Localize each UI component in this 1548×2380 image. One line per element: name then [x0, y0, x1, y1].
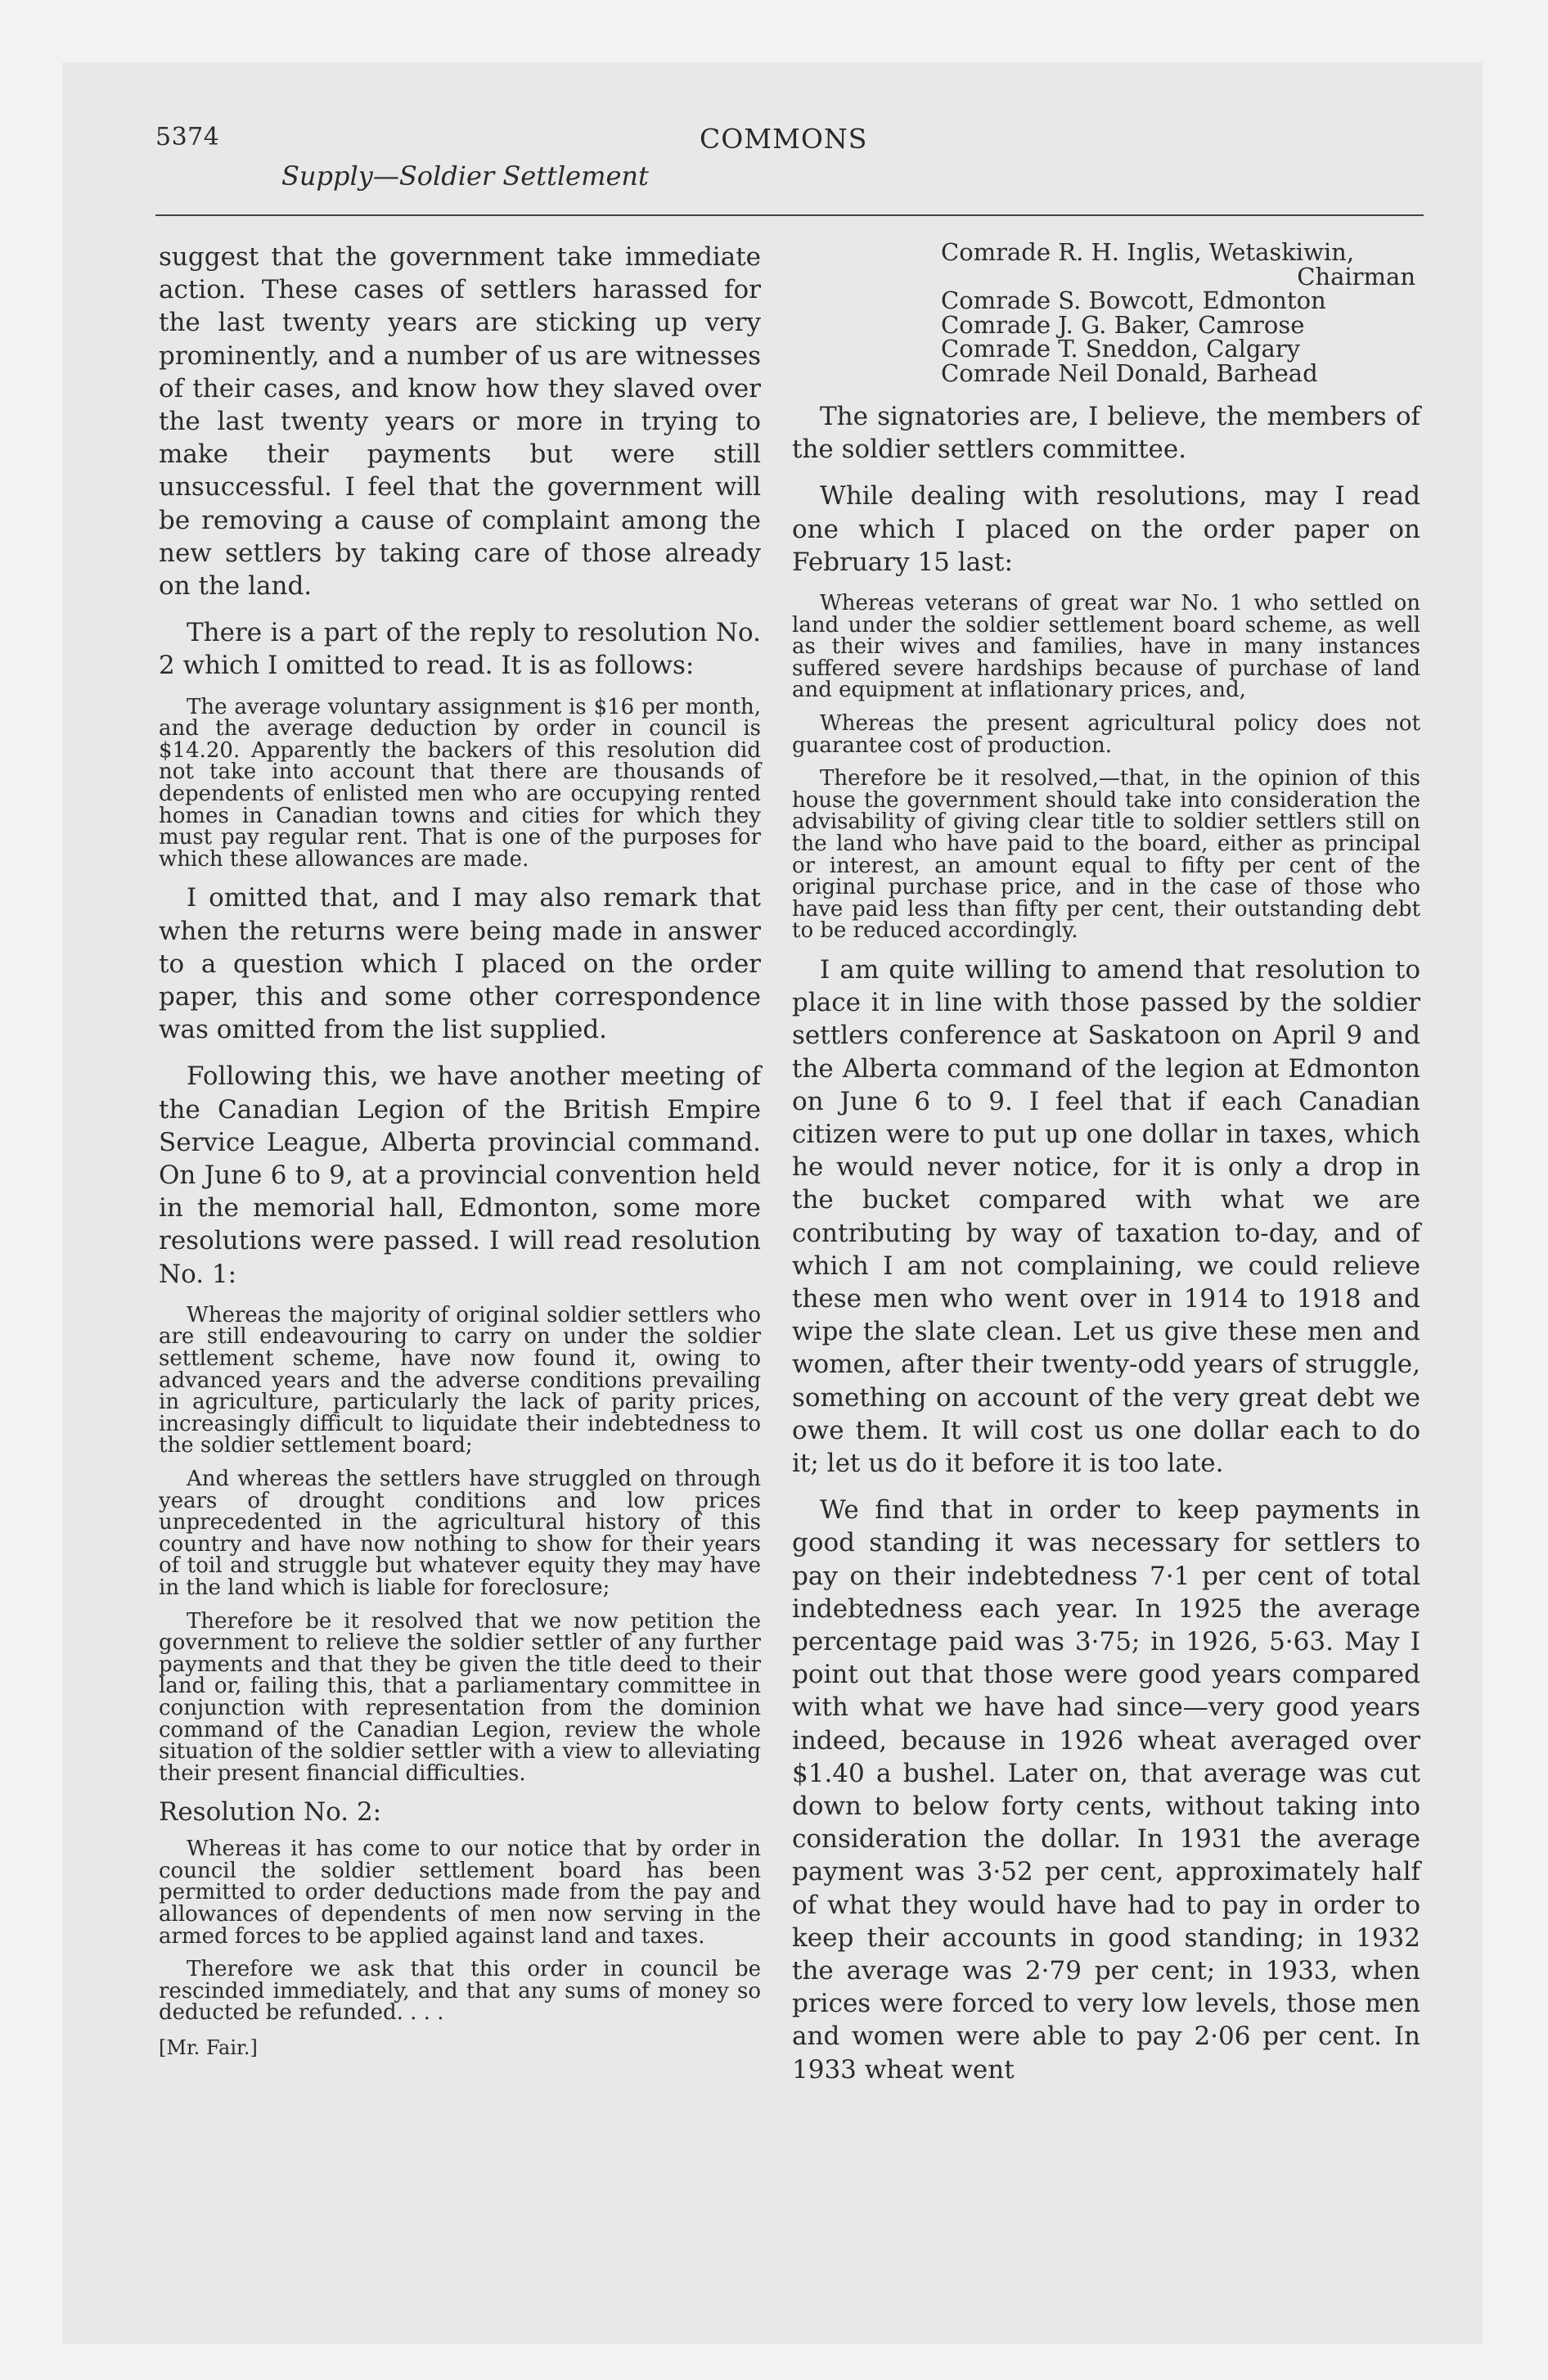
- signatory: Comrade Neil Donald, Barhead: [941, 358, 1318, 387]
- paragraph: I am quite willing to amend that resolution to place it in line with those passed by the soldier settlers conference at Saskatoon on April 9 and the Alberta command of the legion at Edmonton on June 6 to 9. I feel that if each Canadian citizen were to put up one dollar in taxes, which he would never notice, for it is only a drop in the bucket compared with what we are contributing by way of taxation to-day, and of which I am not complaining, we could relieve these men who went over in 1914 to 1918 and wipe the slate clean. Let us give these men and women, after their twenty-odd years of struggle, something on account of the very great debt we owe them. It will cost us one dollar each to do it; let us do it before it is too late.: [792, 954, 1420, 1478]
- signatory: Comrade J. G. Baker, Camrose: [941, 310, 1305, 339]
- paragraph: I omitted that, and I may also remark that when the returns were being made in answer to a question which I placed on the order paper, this and some other correspondence was omitted from the list supplied.: [159, 883, 761, 1045]
- header-rule: [155, 214, 1424, 216]
- left-column: [159, 241, 761, 2060]
- resolution-clause: Therefore we ask that this order in council be rescinded immediately, and that any sums of money so deducted be refunded. . . .: [159, 1957, 761, 2026]
- resolution-heading: Resolution No. 2:: [159, 1797, 382, 1828]
- resolution-clause: Therefore be it resolved,—that, in the opinion of this house the government should take into consideration the advisability of giving clear title to soldier settlers still on the land who have paid to the board, either as principal or interest, an amount equal to fifty per cent of the original purchase price, and in the case of those who have paid less than fifty per cent, their outstanding debt to be reduced accordingly.: [792, 766, 1420, 944]
- signatory: Comrade S. Bowcott, Edmonton: [941, 286, 1326, 314]
- paragraph: There is a part of the reply to resolution No. 2 which I omitted to read. It is as follows:: [159, 618, 761, 681]
- resolution-clause: Whereas veterans of great war No. 1 who settled on land under the soldier settlement board scheme, as well as their wives and families, have in many instances suffered severe hardships because of purchase of land and equipment at inflationary prices, and,: [792, 591, 1420, 703]
- page-number: 5374: [155, 123, 220, 151]
- resolution-clause: Therefore be it resolved that we now petition the government to relieve the soldier settler of any further payments and that they be given the title deed to their land or, failing this, that a parliamentary committee in conjunction with representation from the dominion command of the Canadian Legion, review the whole situation of the soldier settler with a view to alleviating their present financial difficulties.: [159, 1608, 761, 1786]
- publication-title: COMMONS: [700, 123, 868, 155]
- resolution-clause: Whereas it has come to our notice that by order in council the soldier settlement board has been permitted to order deductions made from the pay and allowances of dependents of men now serving in the armed forces to be applied against land and taxes.: [159, 1837, 761, 1949]
- right-column: [792, 238, 1420, 2100]
- resolution-clause: Whereas the present agricultural policy does not guarantee cost of production.: [792, 710, 1420, 758]
- resolution-clause: Whereas the majority of original soldier settlers who are still endeavouring to carry on under the soldier settlement scheme, have now found it, owing to advanced years and the adverse conditions prevailing in agriculture, particularly the lack of parity prices, increasingly difficult to liquidate their indebtedness to the soldier settlement board;: [159, 1302, 761, 1458]
- paragraph: suggest that the government take immediate action. These cases of settlers harassed for the last twenty years are sticking up very prominently, and a number of us are witnesses of their cases, and know how they slaved over the last twenty years or more in trying to make their payments but were still unsuccessful. I feel that the government will be removing a cause of complaint among the new settlers by taking care of those already on the land.: [159, 242, 761, 602]
- resolution-clause: And whereas the settlers have struggled on through years of drought conditions and low prices unprecedented in the agricultural history of this country and have now nothing to show for their years of toil and struggle but whatever equity they may have in the land which is liable for foreclosure;: [159, 1466, 761, 1600]
- signatory-title: Chairman: [1297, 262, 1415, 291]
- running-title: Supply—Soldier Settlement: [281, 160, 649, 192]
- paragraph: While dealing with resolutions, may I read one which I placed on the order paper on February 15 last:: [792, 481, 1420, 577]
- paragraph: The signatories are, I believe, the members of the soldier settlers committee.: [792, 402, 1420, 465]
- paragraph: Following this, we have another meeting of the Canadian Legion of the British Empire Service League, Alberta provincial command. On June 6 to 9, at a provincial convention held in the memorial hall, Edmonton, some more resolutions were passed. I will read resolution No. 1:: [159, 1062, 761, 1289]
- paragraph: We find that in order to keep payments in good standing it was necessary for settlers to pay on their indebtedness 7·1 per cent of total indebtedness each year. In 1925 the average percentage paid was 3·75; in 1926, 5·63. May I point out that those were good years compared with what we have had since—very good years indeed, because in 1926 wheat averaged over $1.40 a bushel. Later on, that average was cut down to below forty cents, without taking into consideration the dollar. In 1931 the average payment was 3·52 per cent, approximately half of what they would have had to pay in order to keep their accounts in good standing; in 1932 the average was 2·79 per cent; in 1933, when prices were forced to very low levels, those men and women were able to pay 2·06 per cent. In 1933 wheat went: [792, 1495, 1420, 2085]
- quoted-reply: The average voluntary assignment is $16 per month, and the average deduction by order in council is $14.20. Apparently the backers of this resolution did not take into account that there are thousands of dependents of enlisted men who are occupying rented homes in Canadian towns and cities for which they must pay regular rent. That is one of the purposes for which these allowances are made.: [159, 694, 761, 872]
- signatory: Comrade T. Sneddon, Calgary: [941, 335, 1301, 363]
- speaker-attribution: [Mr. Fair.]: [159, 2036, 258, 2060]
- signatories-list: [792, 238, 1420, 387]
- page-header: [0, 0, 1548, 221]
- signatory: Comrade R. H. Inglis, Wetaskiwin,: [941, 238, 1355, 266]
